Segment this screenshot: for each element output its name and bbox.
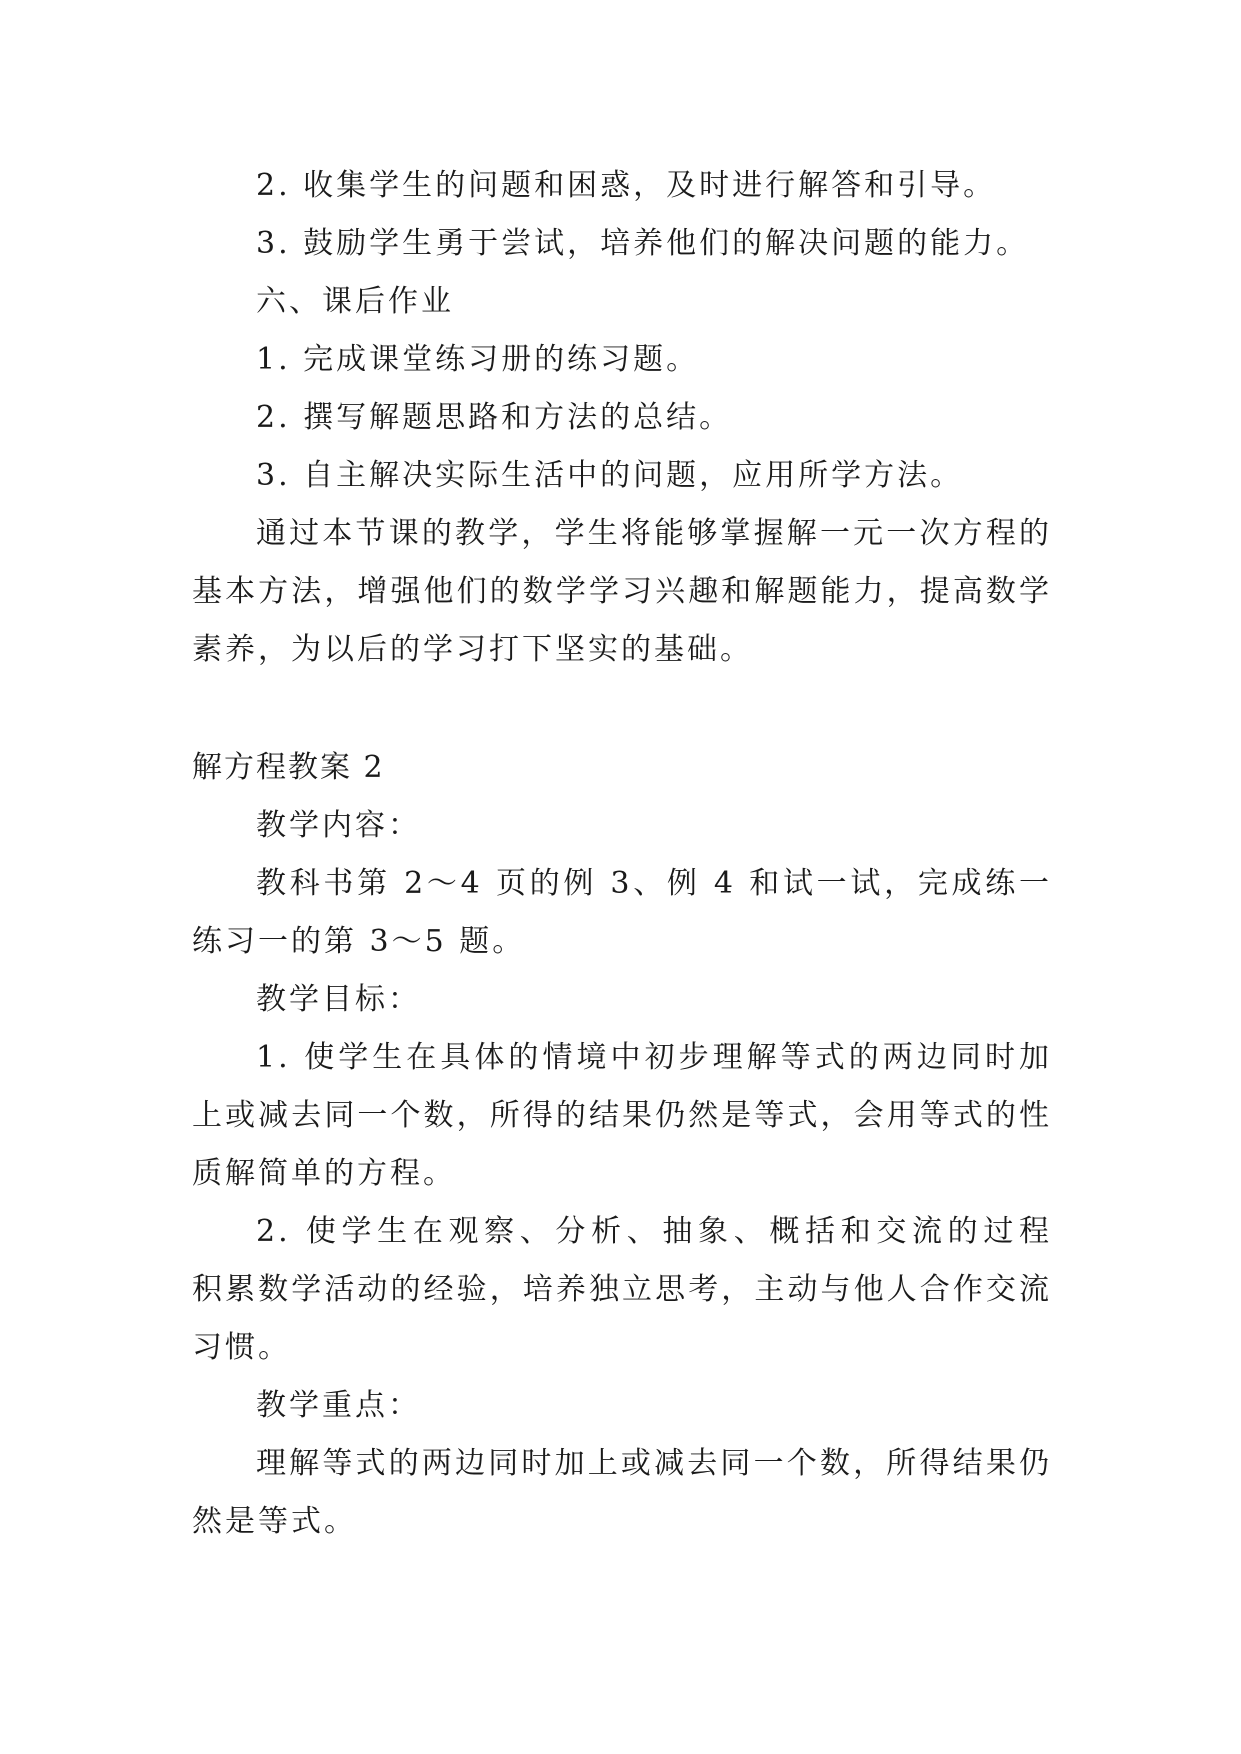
goal-paragraph-line: 质解简单的方程。 — [192, 1156, 456, 1191]
goal-paragraph-line: 2. 使学生在观察、分析、抽象、概括和交流的过程 — [256, 1214, 1052, 1249]
list-item: 2. 收集学生的问题和困惑，及时进行解答和引导。 — [256, 168, 997, 203]
section-heading: 六、课后作业 — [256, 284, 454, 319]
key-point-paragraph-line: 然是等式。 — [192, 1504, 357, 1539]
goal-paragraph-line: 上或减去同一个数，所得的结果仍然是等式，会用等式的性 — [192, 1098, 1052, 1133]
list-item: 2. 撰写解题思路和方法的总结。 — [256, 400, 733, 435]
document-title: 解方程教案 2 — [192, 750, 385, 785]
goal-paragraph-line: 1. 使学生在具体的情境中初步理解等式的两边同时加 — [256, 1040, 1052, 1075]
key-point-heading: 教学重点： — [256, 1388, 421, 1423]
content-paragraph-line: 练习一的第 3～5 题。 — [192, 924, 526, 959]
summary-paragraph-line: 基本方法，增强他们的数学学习兴趣和解题能力，提高数学 — [192, 574, 1052, 609]
goal-paragraph-line: 习惯。 — [192, 1330, 291, 1365]
goal-paragraph-line: 积累数学活动的经验，培养独立思考，主动与他人合作交流 — [192, 1272, 1052, 1307]
summary-paragraph-line: 素养，为以后的学习打下坚实的基础。 — [192, 632, 753, 667]
list-item: 3. 鼓励学生勇于尝试，培养他们的解决问题的能力。 — [256, 226, 1030, 261]
list-item: 1. 完成课堂练习册的练习题。 — [256, 342, 700, 377]
goals-heading: 教学目标： — [256, 982, 421, 1017]
content-heading: 教学内容： — [256, 808, 421, 843]
list-item: 3. 自主解决实际生活中的问题，应用所学方法。 — [256, 458, 964, 493]
content-paragraph-line: 教科书第 2～4 页的例 3、例 4 和试一试，完成练一 — [256, 866, 1052, 901]
summary-paragraph-line: 通过本节课的教学，学生将能够掌握解一元一次方程的 — [256, 516, 1052, 551]
key-point-paragraph-line: 理解等式的两边同时加上或减去同一个数，所得结果仍 — [256, 1446, 1052, 1481]
